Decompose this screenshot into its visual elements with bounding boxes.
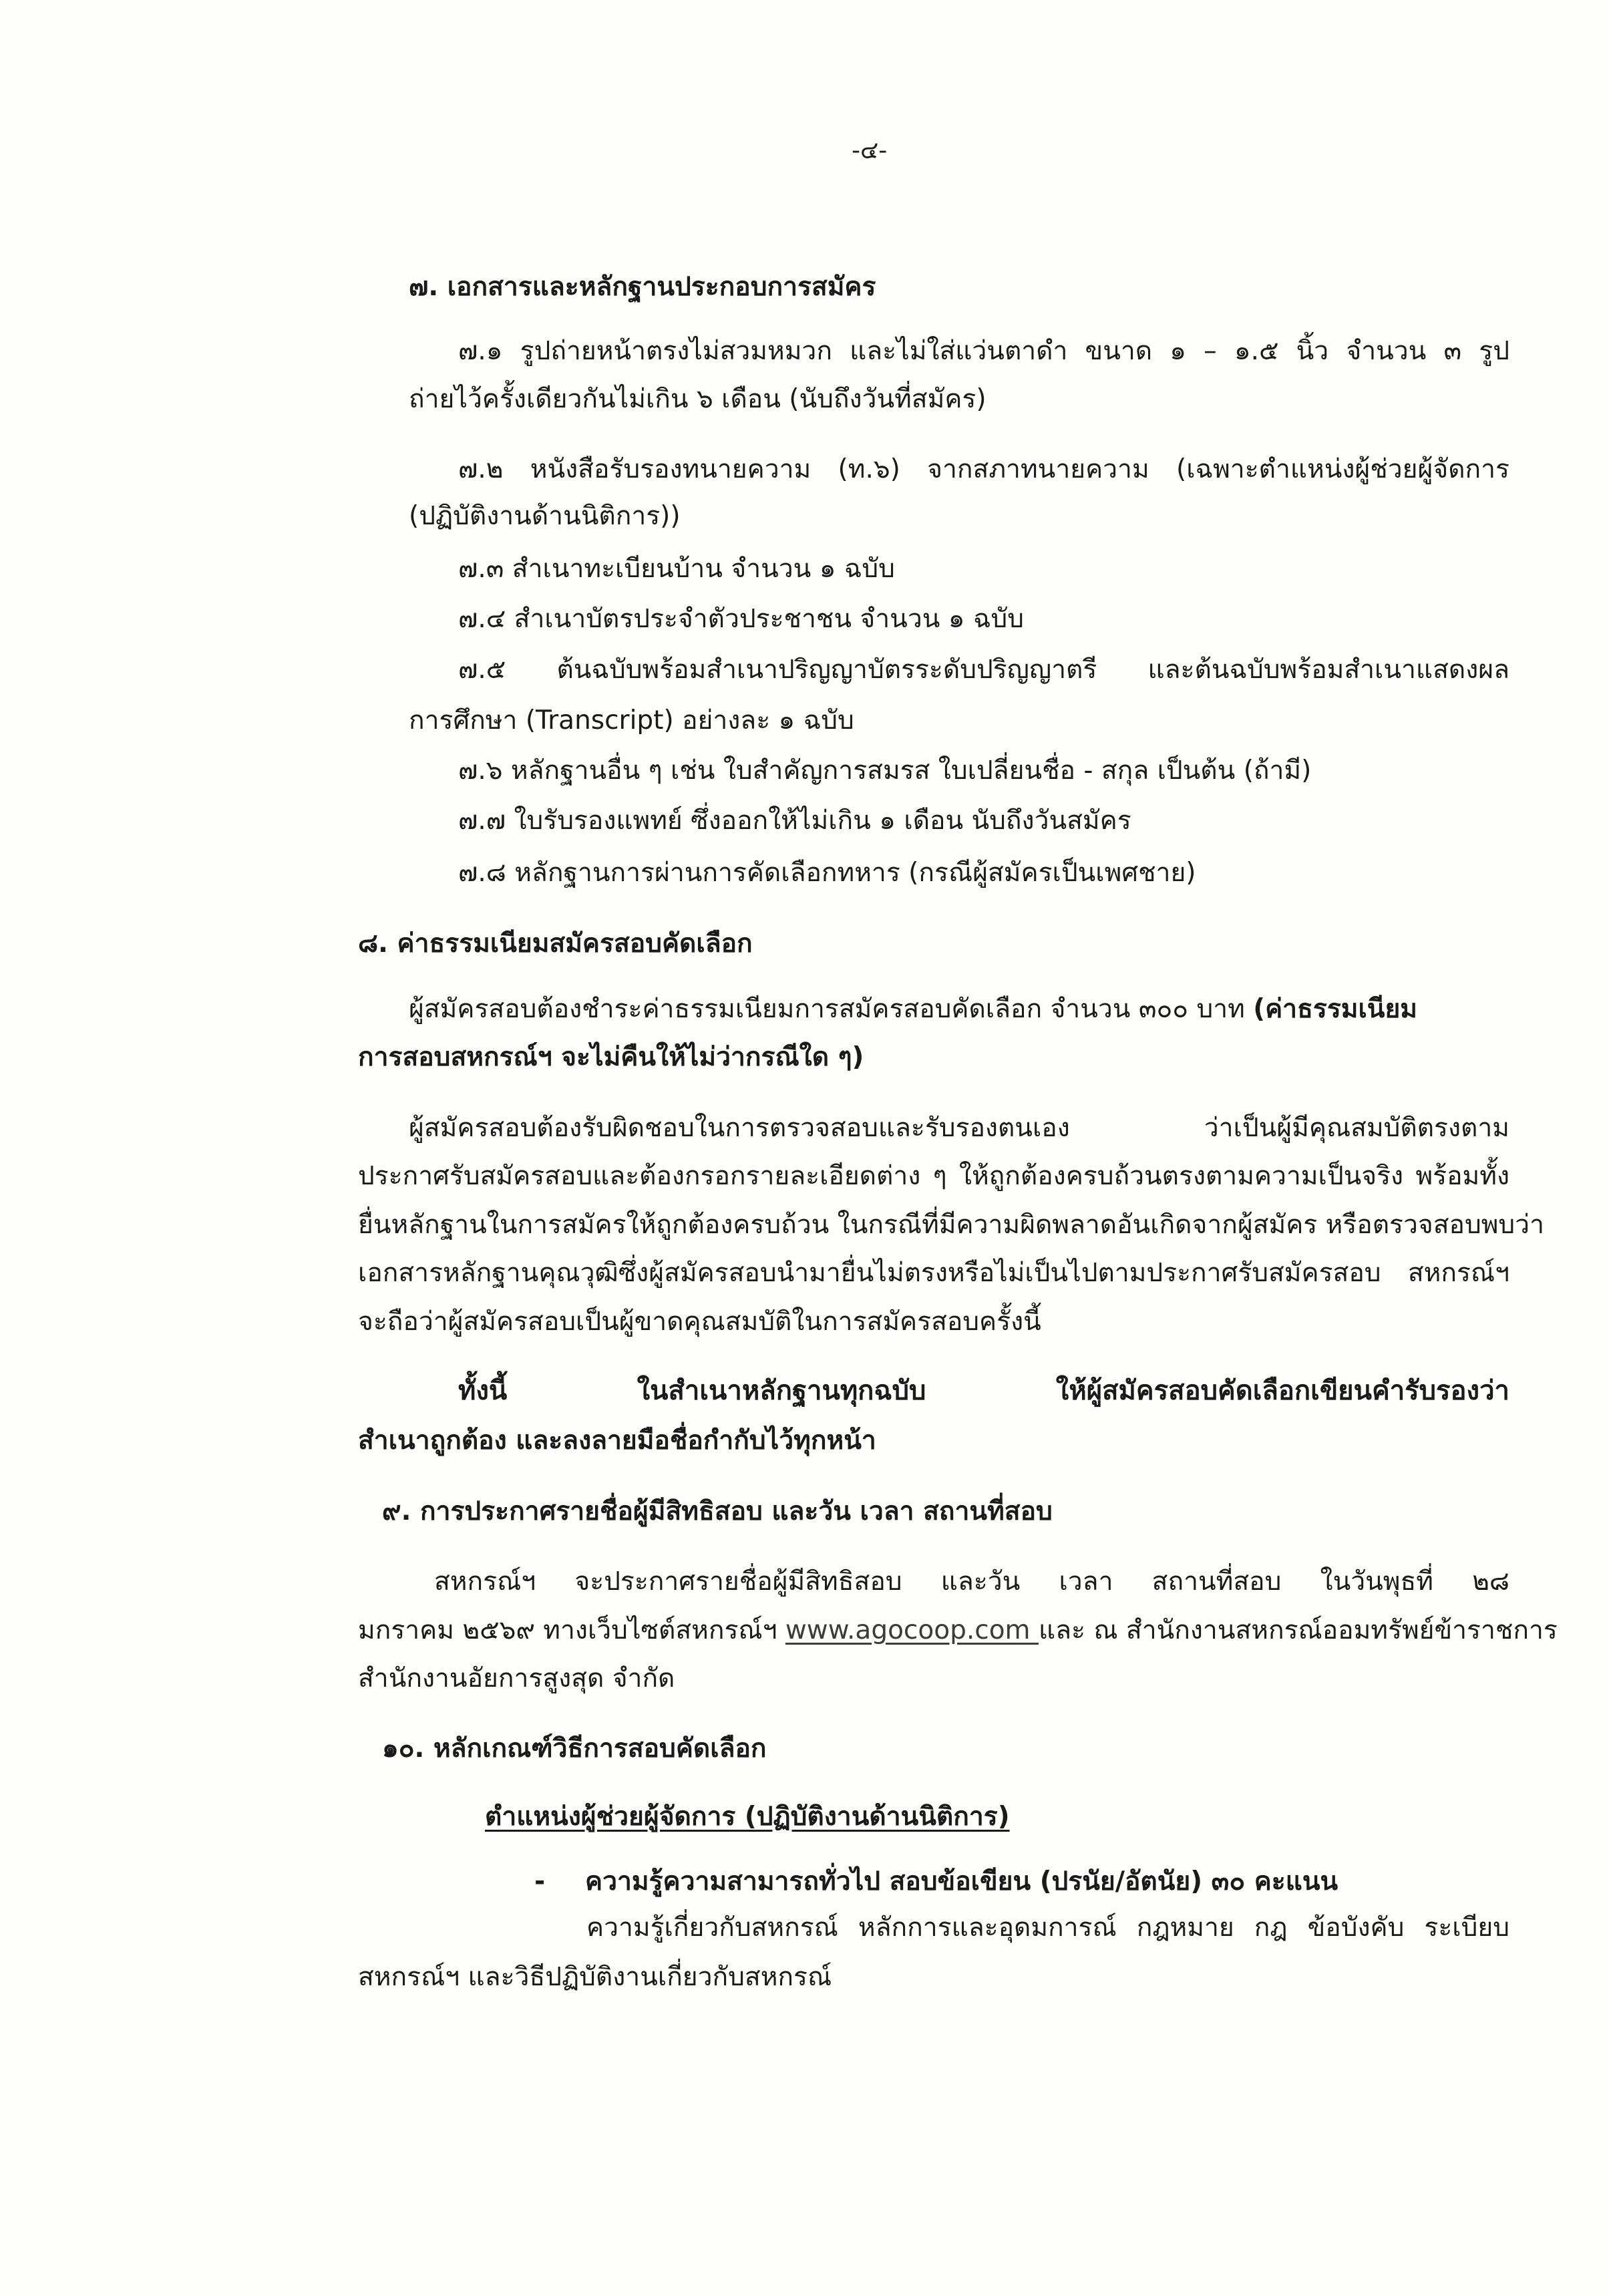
announce-text-cont: และ ณ สำนักงานสหกรณ์ออมทรัพย์ข้าราชการ — [1038, 1615, 1558, 1645]
item-7-6: ๗.๖ หลักฐานอื่น ๆ เช่น ใบสำคัญการสมรส ใบเปลี่ยนชื่อ - สกุล เป็นต้น (ถ้ามี) — [458, 756, 1312, 786]
item-7-4: ๗.๔ สำเนาบัตรประจำตัวประชาชน จำนวน ๑ ฉบับ — [458, 604, 1025, 634]
section-9-para-line-3: สำนักงานอัยการสูงสุด จำกัด — [358, 1663, 675, 1693]
exam-topic: ความรู้ความสามารถทั่วไป สอบข้อเขียน (ปรนัย/อัตนัย) ๓๐ คะแนน — [585, 1866, 1338, 1897]
fee-note-bold: (ค่าธรรมเนียม — [1253, 994, 1418, 1024]
section-9-para-line-2 — [358, 1613, 1558, 1648]
position-title: ตำแหน่งผู้ช่วยผู้จัดการ (ปฏิบัติงานด้านนิติการ) — [485, 1802, 1010, 1832]
announce-text: มกราคม ๒๕๖๙ ทางเว็บไซต์สหกรณ์ฯ — [358, 1615, 785, 1645]
item-7-5-line-1: ๗.๕ ต้นฉบับพร้อมสำเนาปริญญาบัตรระดับปริญญาตรี และต้นฉบับพร้อมสำเนาแสดงผล — [458, 655, 1509, 685]
item-7-1-line-2: ถ่ายไว้ครั้งเดียวกันไม่เกิน ๖ เดือน (นับถึงวันที่สมัคร) — [409, 384, 987, 414]
item-7-2-line-2: (ปฏิบัติงานด้านนิติการ)) — [409, 501, 681, 531]
section-8-para-1-line-2: การสอบสหกรณ์ฯ จะไม่คืนให้ไม่ว่ากรณีใด ๆ) — [358, 1042, 864, 1072]
exam-desc-line-2: สหกรณ์ฯ และวิธีปฏิบัติงานเกี่ยวกับสหกรณ์ — [358, 1962, 832, 1992]
item-7-2-line-1: ๗.๒ หนังสือรับรองทนายความ (ท.๖) จากสภาทนายความ (เฉพาะตำแหน่งผู้ช่วยผู้จัดการ — [458, 454, 1509, 484]
bullet-dash: - — [534, 1866, 546, 1897]
exam-desc-line-1: ความรู้เกี่ยวกับสหกรณ์ หลักการและอุดมการณ์ กฎหมาย กฎ ข้อบังคับ ระเบียบ — [586, 1913, 1509, 1943]
section-8-para-2-line-2: ประกาศรับสมัครสอบและต้องกรอกรายละเอียดต่าง ๆ ให้ถูกต้องครบถ้วนตรงตามความเป็นจริง พร้อมทั้ง — [358, 1161, 1509, 1191]
section-8-para-2-line-3: ยื่นหลักฐานในการสมัครให้ถูกต้องครบถ้วน ในกรณีที่มีความผิดพลาดอันเกิดจากผู้สมัคร หรือตรวจสอบพบว่า — [358, 1210, 1544, 1240]
item-7-7: ๗.๗ ใบรับรองแพทย์ ซึ่งออกให้ไม่เกิน ๑ เดือน นับถึงวันสมัคร — [458, 806, 1131, 836]
website-link[interactable]: www.agocoop.com — [785, 1615, 1039, 1645]
fee-text: ผู้สมัครสอบต้องชำระค่าธรรมเนียมการสมัครสอบคัดเลือก จำนวน ๓๐๐ บาท — [409, 994, 1254, 1024]
section-8-para-3-line-2: สำเนาถูกต้อง และลงลายมือชื่อกำกับไว้ทุกหน้า — [358, 1426, 876, 1456]
section-8-heading: ๘. ค่าธรรมเนียมสมัครสอบคัดเลือก — [358, 929, 753, 959]
section-10-heading: ๑๐. หลักเกณฑ์วิธีการสอบคัดเลือก — [382, 1734, 767, 1764]
item-7-8: ๗.๘ หลักฐานการผ่านการคัดเลือกทหาร (กรณีผู้สมัครเป็นเพศชาย) — [458, 858, 1196, 888]
section-8-para-1-line-1 — [409, 992, 1417, 1027]
page-number: -๔- — [852, 137, 888, 164]
section-9-para-line-1: สหกรณ์ฯ จะประกาศรายชื่อผู้มีสิทธิสอบ และวัน เวลา สถานที่สอบ ในวันพุธที่ ๒๘ — [434, 1567, 1509, 1597]
section-7-heading: ๗. เอกสารและหลักฐานประกอบการสมัคร — [409, 272, 876, 302]
section-8-para-2-line-4: เอกสารหลักฐานคุณวุฒิซึ่งผู้สมัครสอบนำมายื่นไม่ตรงหรือไม่เป็นไปตามประกาศรับสมัครสอบ สหกรณ์ฯ — [358, 1258, 1509, 1288]
item-7-3: ๗.๓ สำเนาทะเบียนบ้าน จำนวน ๑ ฉบับ — [458, 554, 895, 584]
item-7-1-line-1: ๗.๑ รูปถ่ายหน้าตรงไม่สวมหมวก และไม่ใส่แว่นตาดำ ขนาด ๑ – ๑.๕ นิ้ว จำนวน ๓ รูป — [458, 336, 1509, 366]
section-9-heading: ๙. การประกาศรายชื่อผู้มีสิทธิสอบ และวัน เวลา สถานที่สอบ — [382, 1496, 1053, 1526]
section-8-para-2-line-1: ผู้สมัครสอบต้องรับผิดชอบในการตรวจสอบและรับรองตนเอง ว่าเป็นผู้มีคุณสมบัติตรงตาม — [409, 1113, 1509, 1143]
item-7-5-line-2: การศึกษา (Transcript) อย่างละ ๑ ฉบับ — [409, 705, 854, 735]
section-8-para-3-line-1: ทั้งนี้ ในสำเนาหลักฐานทุกฉบับ ให้ผู้สมัครสอบคัดเลือกเขียนคำรับรองว่า — [458, 1375, 1509, 1406]
section-8-para-2-line-5: จะถือว่าผู้สมัครสอบเป็นผู้ขาดคุณสมบัติในการสมัครสอบครั้งนี้ — [358, 1307, 1041, 1337]
